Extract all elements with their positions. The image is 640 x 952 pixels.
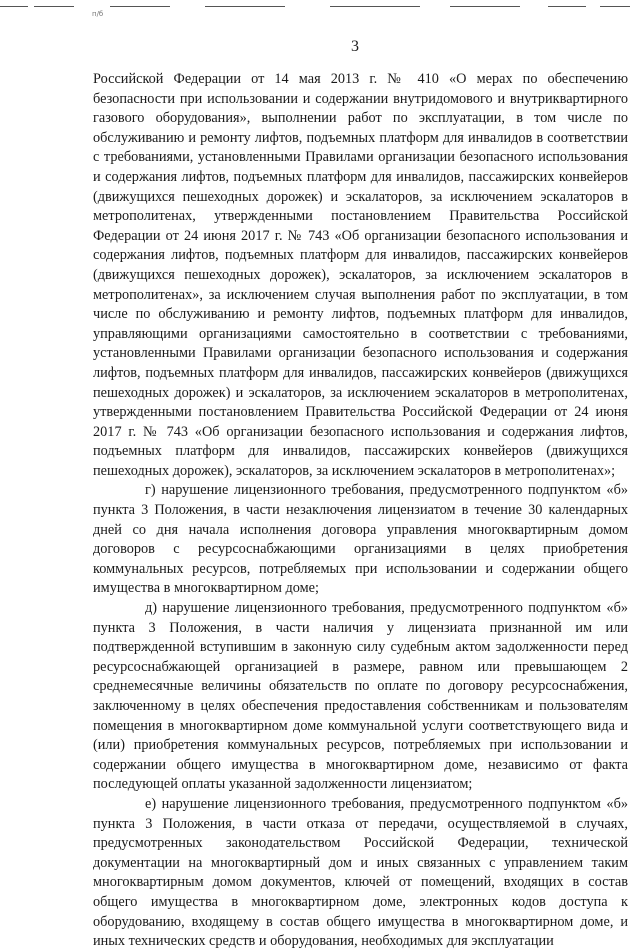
paragraph-continuation: Российской Федерации от 14 мая 2013 г. № 410 «О мерах по обеспечению безопасности при использовании и содержании внутридомового и внутриквартирного газового оборудования», выполнении работ по эксплуатации, в том числе по обслуживанию и ремонту лифтов, подъемных платформ для инвалидов в соответствии с требованиями, установленными Правилами организации безопасного использования и содержания лифтов, подъемных платформ для инвалидов, пассажирских конвейеров (движущихся пешеходных дорожек) и эскалаторов, за исключением эскалаторов в метрополитенах, утвержденными постановлением Правительства Российской Федерации от 24 июня 2017 г. № 743 «Об организации безопасного использования и содержания лифтов, подъемных платформ для инвалидов, пассажирских конвейеров (движущихся пешеходных дорожек), эскалаторов, за исключением эскалаторов в метрополитенах», за исключением случая выполнения работ по эксплуатации, в том числе по обслуживанию и ремонту лифтов, подъемных платформ для инвалидов, управляющими организациями самостоятельно в соответствии с требованиями, установленными Правилами организации безопасного использования и содержания лифтов, подъемных платформ для инвалидов, пассажирских конвейеров (движущихся пешеходных дорожек) и эскалаторов, за исключением эскалаторов в метрополитенах, утвержденными постановлением Правительства Российской Федерации от 24 июня 2017 г. № 743 «Об организации безопасного использования и содержания лифтов, подъемных платформ для инвалидов, пассажирских конвейеров (движущихся пешеходных дорожек), эскалаторов, за исключением эскалаторов в метрополитенах»; <box>93 71 628 479</box>
page-number: 3 <box>351 38 359 55</box>
scan-artifact-line <box>0 6 640 9</box>
paragraph-item-e: е) нарушение лицензионного требования, предусмотренного подпунктом «б» пункта 3 Положения, в части отказа от передачи, осуществляемой в случаях, предусмотренных законодательством Российской Федерации, технической документации на многоквартирный дом и иных связанных с управлением таким многоквартирным домом документов, ключей от помещений, входящих в состав общего имущества в многоквартирном доме, электронных кодов доступа к оборудованию, входящему в состав общего имущества в многоквартирном доме, и иных технических средств и оборудования, необходимых для эксплуатации <box>93 795 628 950</box>
paragraph-item-d: д) нарушение лицензионного требования, предусмотренного подпунктом «б» пункта 3 Положения, в части наличия у лицензиата признанной им или подтвержденной вступившим в законную силу судебным актом задолженности перед ресурсоснабжающей организацией в размере, равном или превышающем 2 среднемесячные величины обязательств по оплате по договору ресурсоснабжения, заключенному в целях обеспечения предоставления собственникам и пользователям помещения в многоквартирном доме коммунальной услуги соответствующего вида и (или) приобретения коммунальных ресурсов, потребляемых при использовании и содержании общего имущества в многоквартирном доме, независимо от факта последующей оплаты указанной задолженности лицензиатом; <box>93 600 628 793</box>
paragraph-item-g: г) нарушение лицензионного требования, предусмотренного подпунктом «б» пункта 3 Положения, в части незаключения лицензиатом в течение 30 календарных дней со дня начала исполнения договора управления многоквартирным домом договоров с ресурсоснабжающими организациями в целях приобретения коммунальных ресурсов, потребляемых при использовании и содержании общего имущества в многоквартирном доме; <box>93 482 628 597</box>
document-body <box>93 70 628 952</box>
scan-mark: п/б <box>92 10 104 18</box>
